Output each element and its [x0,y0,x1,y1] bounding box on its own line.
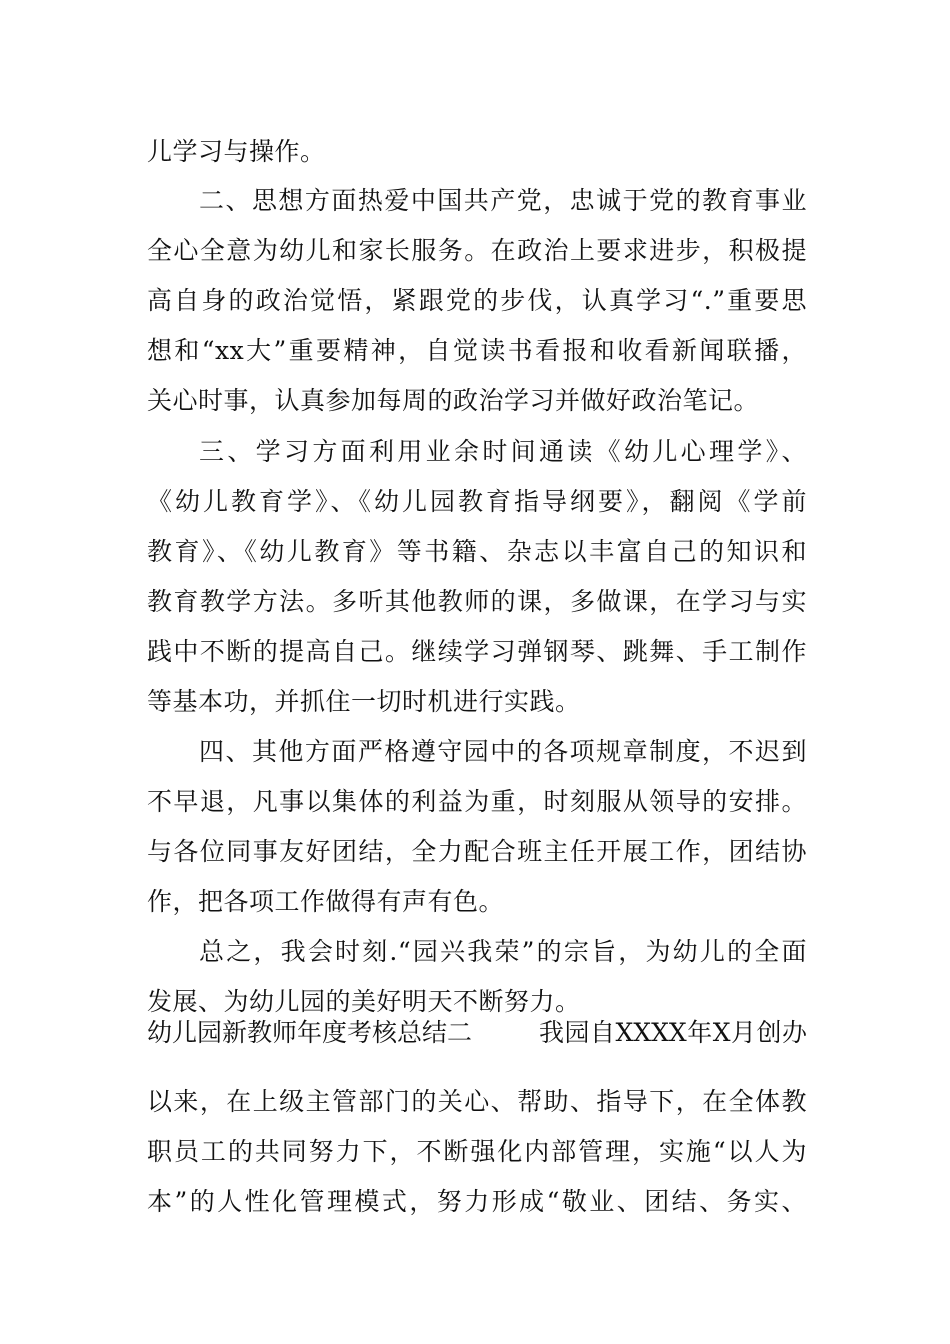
text-line: 以来，在上级主管部门的关心、帮助、指导下，在全体教 [147,1087,807,1116]
text-line: 本”的人性化管理模式，努力形成“敬业、团结、务实、 [147,1187,807,1216]
text-line: 作，把各项工作做得有声有色。 [147,887,505,916]
text-line: 教育》、《幼儿教育》等书籍、杂志以丰富自己的知识和 [147,537,807,566]
text-line: 职员工的共同努力下，不断强化内部管理，实施“以人为 [147,1137,807,1166]
text-line: 不早退，凡事以集体的利益为重，时刻服从领导的安排。 [147,787,807,816]
text-line: 高自身的政治觉悟，紧跟党的步伐，认真学习“.”重要思 [147,286,807,315]
text-line: 发展、为幼儿园的美好明天不断努力。 [147,987,581,1016]
text-line: 践中不断的提高自己。继续学习弹钢琴、跳舞、手工制作 [147,637,807,666]
text-line: 等基本功，并抓住一切时机进行实践。 [147,687,581,716]
text-line: 二、思想方面热爱中国共产党，忠诚于党的教育事业 [199,186,807,215]
section-heading-line [147,1008,807,1058]
text-line: 想和“xx大”重要精神，自觉读书看报和收看新闻联播， [147,336,807,365]
text-line: 总之，我会时刻.“园兴我荣”的宗旨，为幼儿的全面 [199,937,807,966]
text-line: 我园自XXXX年X月创办 [539,1018,807,1047]
text-line: 儿学习与操作。 [147,137,326,166]
text-line: 教育教学方法。多听其他教师的课，多做课，在学习与实 [147,587,807,616]
text-line: 《幼儿教育学》、《幼儿园教育指导纲要》，翻阅《学前 [147,487,807,516]
text-line: 全心全意为幼儿和家长服务。在政治上要求进步，积极提 [147,236,807,265]
text-line: 四、其他方面严格遵守园中的各项规章制度，不迟到 [199,737,807,766]
text-line: 三、学习方面利用业余时间通读《幼儿心理学》、 [199,437,807,466]
text-line: 关心时事，认真参加每周的政治学习并做好政治笔记。 [147,386,760,415]
section-heading: 幼儿园新教师年度考核总结二 [147,1018,473,1047]
text-line: 与各位同事友好团结，全力配合班主任开展工作，团结协 [147,837,807,866]
